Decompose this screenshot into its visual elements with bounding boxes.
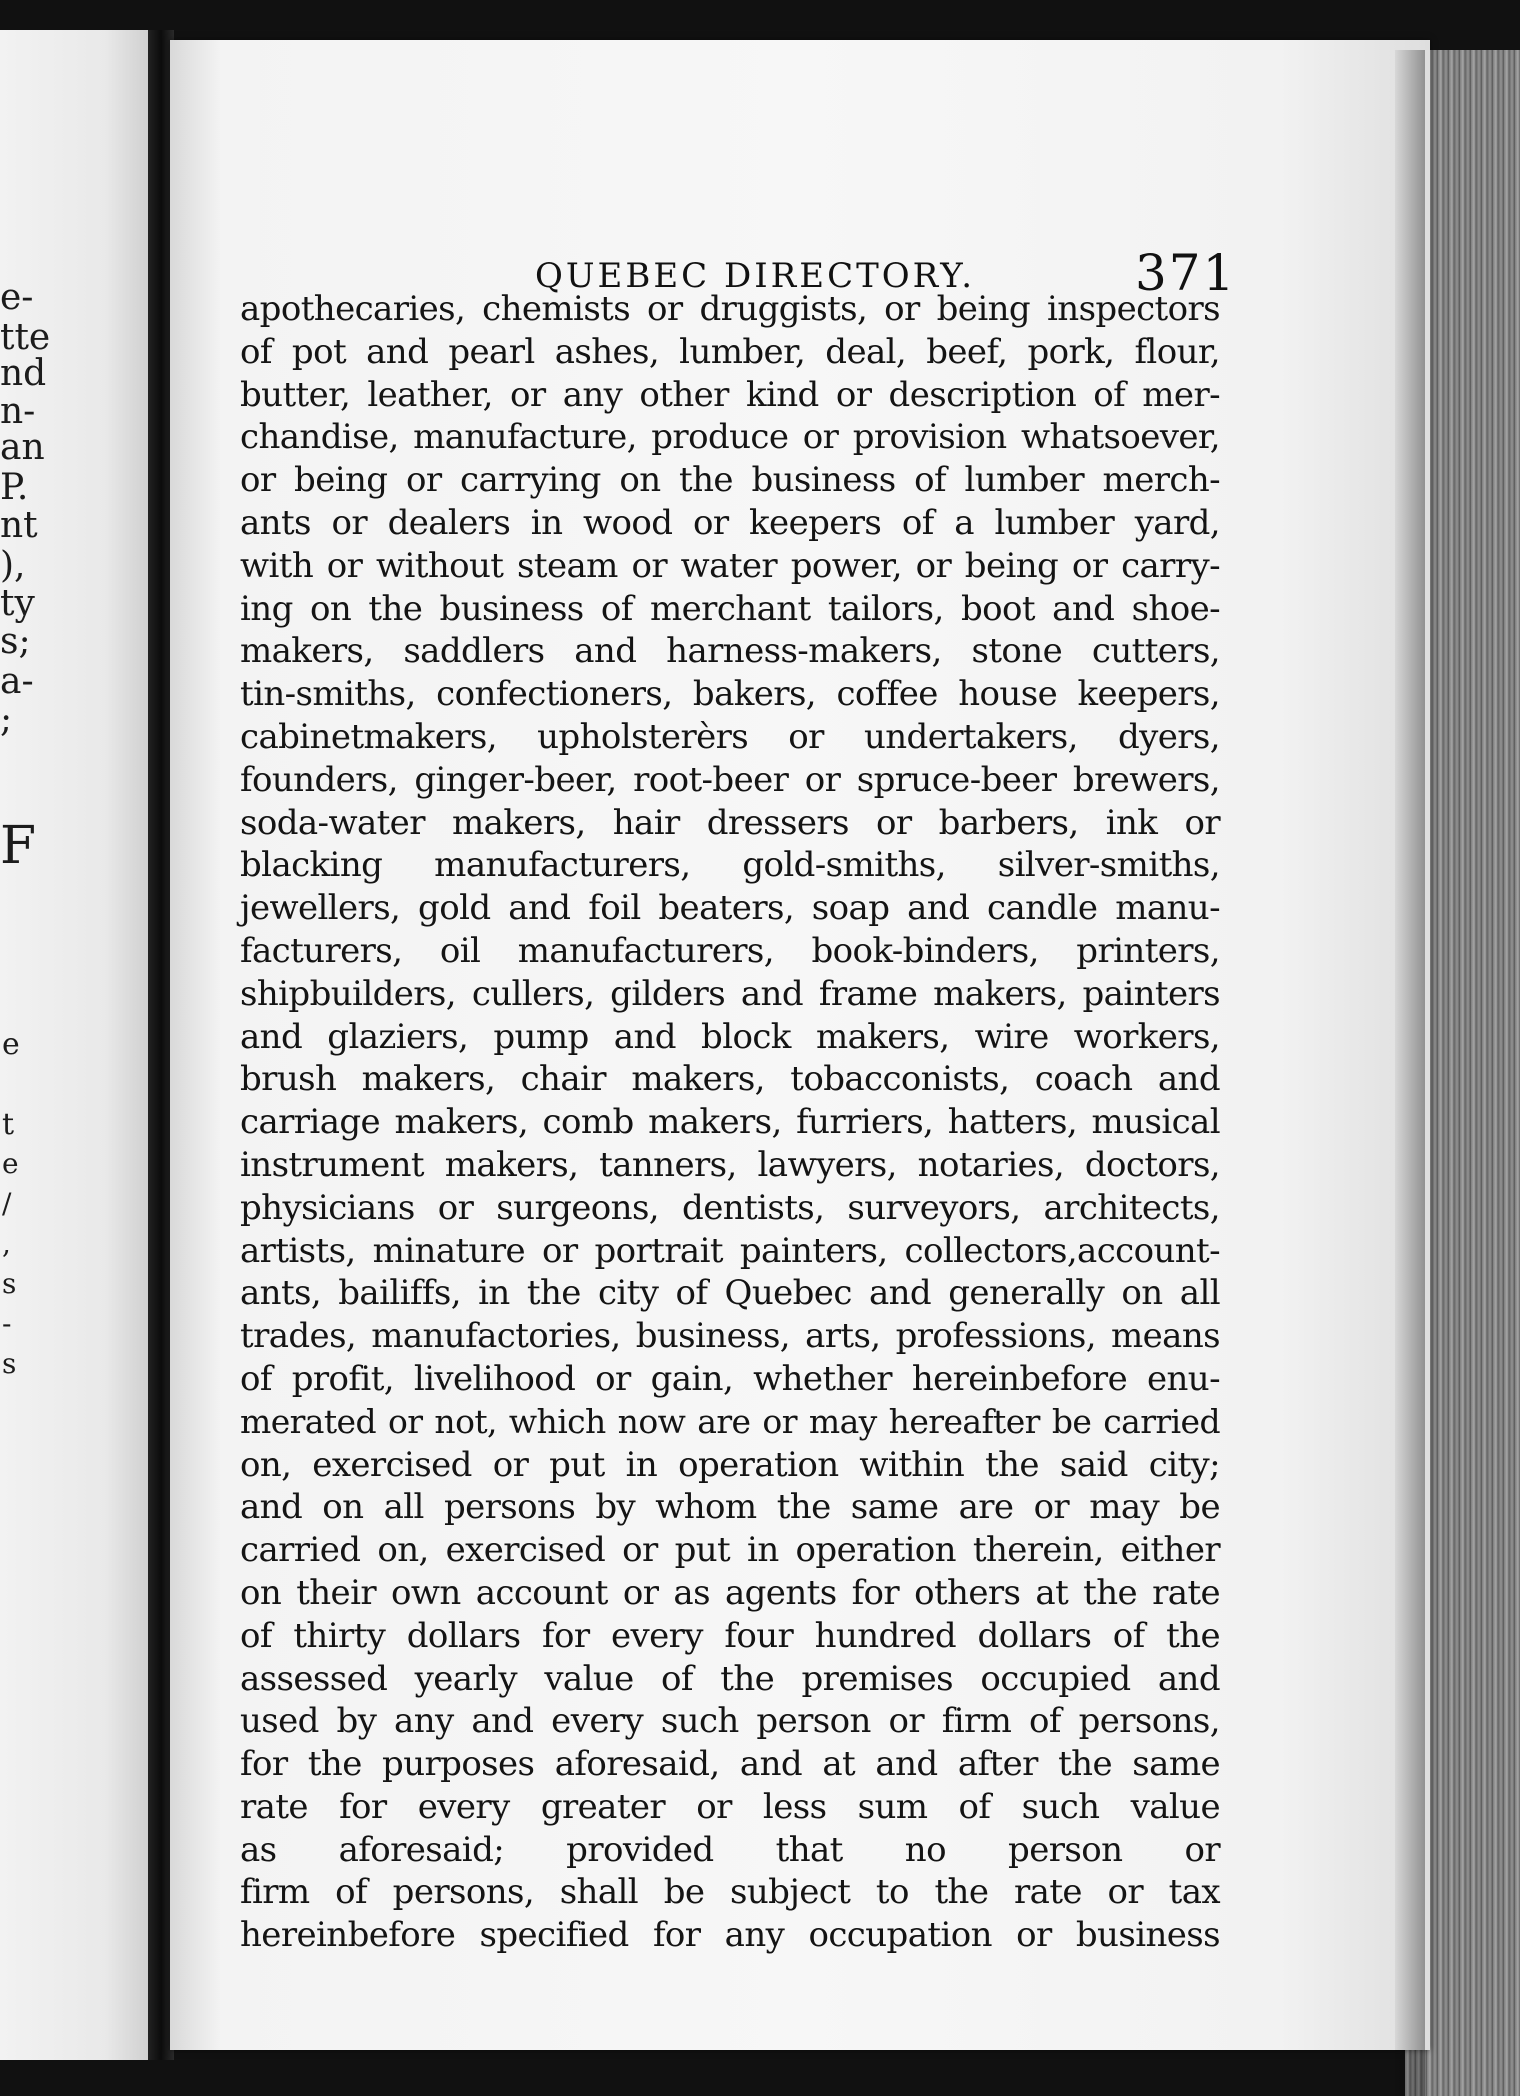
text-line: carriage makers, comb makers, furriers, hatters, musical (240, 1102, 1220, 1143)
left-page-fragment: nt (0, 505, 38, 546)
left-page-fragment: n- (0, 391, 36, 432)
text-line: artists, minature or portrait painters, collectors,account- (240, 1230, 1220, 1271)
left-page-fragment: t (2, 1107, 15, 1142)
page-number: 371 (1135, 244, 1237, 302)
left-page-fragment: ), (0, 545, 26, 586)
text-line: apothecaries, chemists or druggists, or being inspectors (240, 289, 1220, 329)
body-text (240, 288, 1220, 1957)
text-line: merated or not, which now are or may hereafter be carried (240, 1401, 1220, 1441)
text-line: founders, ginger-beer, root-beer or spruce-beer brewers, (240, 759, 1220, 800)
text-line: cabinetmakers, upholsterèrs or undertakers, dyers, (240, 716, 1220, 757)
text-line: chandise, manufacture, produce or provision whatsoever, (240, 417, 1220, 458)
left-page-fragment: / (2, 1187, 12, 1220)
left-page-fragment: tte (0, 317, 51, 358)
page-edge-shadow (1395, 50, 1425, 2096)
left-page-fragment: F (0, 816, 37, 876)
text-line: of pot and pearl ashes, lumber, deal, beef, pork, flour, (240, 331, 1220, 372)
left-page-fragment: e (2, 1027, 20, 1062)
text-line: firm of persons, shall be subject to the rate or tax (240, 1872, 1220, 1913)
left-page-fragment: P. (0, 467, 29, 508)
text-line: facturers, oil manufacturers, book-binders, printers, (240, 930, 1220, 971)
text-line: and on all persons by whom the same are or may be (240, 1487, 1220, 1528)
text-line: or being or carrying on the business of lumber merch- (240, 460, 1220, 501)
main-page (170, 40, 1430, 2050)
text-line: ing on the business of merchant tailors, boot and shoe- (240, 588, 1220, 629)
left-page-fragment: e (2, 1147, 19, 1180)
text-line: of thirty dollars for every four hundred dollars of the (240, 1615, 1220, 1656)
text-line: hereinbefore specified for any occupation or business (240, 1915, 1220, 1956)
text-line: ants, bailiffs, in the city of Quebec and generally on all (240, 1273, 1220, 1314)
text-line: as aforesaid; provided that no person or (240, 1829, 1220, 1870)
text-line: rate for every greater or less sum of such value (240, 1786, 1220, 1827)
text-line: of profit, livelihood or gain, whether hereinbefore enu- (240, 1358, 1220, 1399)
left-page-fragment: an (0, 427, 45, 468)
text-line: jewellers, gold and foil beaters, soap and candle manu- (240, 888, 1220, 929)
text-line: brush makers, chair makers, tobacconists, coach and (240, 1059, 1220, 1100)
left-page-fragment: s (2, 1267, 17, 1300)
text-line: assessed yearly value of the premises occupied and (240, 1658, 1220, 1699)
left-page-fragment: a- (0, 661, 34, 702)
text-line: soda-water makers, hair dressers or barbers, ink or (240, 802, 1220, 843)
text-line: ants or dealers in wood or keepers of a lumber yard, (240, 502, 1220, 543)
text-line: on their own account or as agents for others at the rate (240, 1572, 1220, 1613)
left-page-fragment: , (2, 1227, 11, 1260)
left-facing-page (0, 30, 150, 2060)
left-page-fragment: - (2, 1307, 12, 1340)
left-page-fragment: ; (0, 699, 13, 740)
text-line: used by any and every such person or firm of persons, (240, 1701, 1220, 1742)
left-page-fragment: nd (0, 353, 47, 394)
running-head-title: QUEBEC DIRECTORY. (535, 256, 976, 296)
left-page-fragment: e- (0, 277, 34, 318)
text-line: butter, leather, or any other kind or description of mer- (240, 374, 1220, 415)
text-line: on, exercised or put in operation within the said city; (240, 1444, 1220, 1485)
text-line: carried on, exercised or put in operation therein, either (240, 1530, 1220, 1571)
left-page-fragment: ty (0, 583, 35, 624)
left-page-fragment: s; (0, 621, 31, 662)
text-line: with or without steam or water power, or being or carry- (240, 545, 1220, 586)
text-line: for the purposes aforesaid, and at and after the same (240, 1744, 1220, 1785)
left-page-fragment: s (2, 1347, 17, 1380)
text-line: shipbuilders, cullers, gilders and frame makers, painters (240, 973, 1220, 1014)
left-page-text (0, 30, 150, 2060)
text-line: physicians or surgeons, dentists, surveyors, architects, (240, 1187, 1220, 1228)
text-line: instrument makers, tanners, lawyers, notaries, doctors, (240, 1144, 1220, 1185)
text-line: trades, manufactories, business, arts, professions, means (240, 1316, 1220, 1357)
text-line: tin-smiths, confectioners, bakers, coffee house keepers, (240, 674, 1220, 715)
text-line: blacking manufacturers, gold-smiths, silver-smiths, (240, 845, 1220, 886)
text-line: makers, saddlers and harness-makers, stone cutters, (240, 631, 1220, 672)
running-head (170, 208, 1430, 302)
text-line: and glaziers, pump and block makers, wire workers, (240, 1016, 1220, 1057)
